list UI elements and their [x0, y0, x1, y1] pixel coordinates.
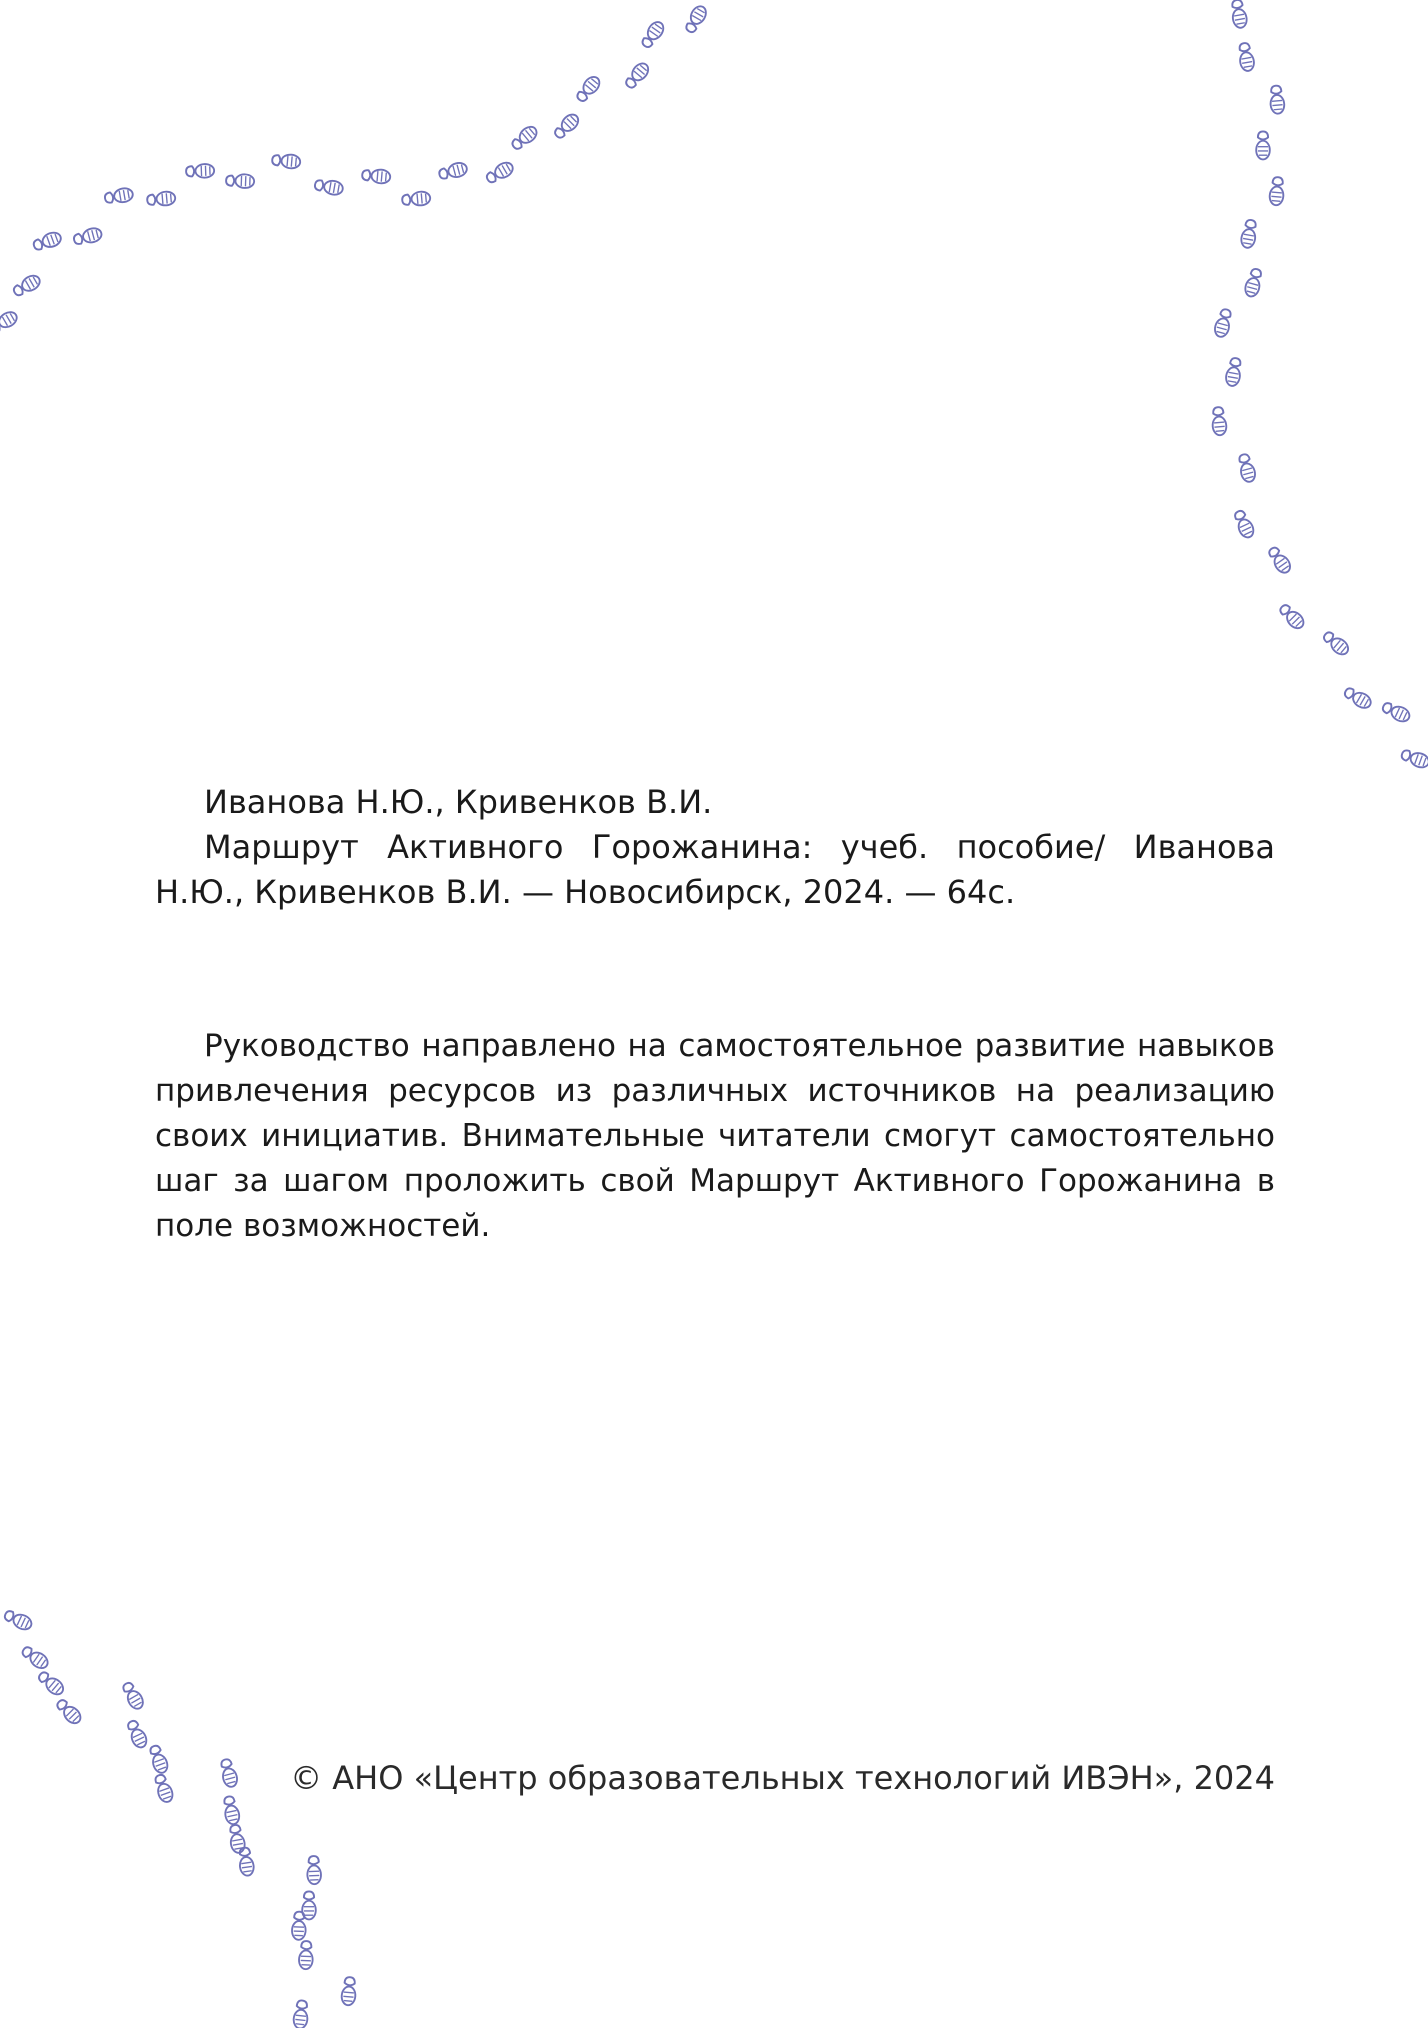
footprint-icon — [20, 1644, 51, 1671]
footprint-icon — [341, 1977, 357, 2006]
footprint-icon — [1256, 131, 1270, 159]
bibliographic-description: Маршрут Активного Горожанина: учеб. пособие/ Иванова Н.Ю., Кривенков В.И. — Новосибирск, 2024. — 64с. — [155, 828, 1275, 911]
footprint-icon — [36, 1669, 66, 1697]
footprint-icon — [293, 2000, 309, 2028]
footprints-trail-top-left — [0, 4, 709, 335]
footprint-icon — [1237, 42, 1255, 72]
footprint-icon — [623, 60, 651, 90]
footprint-icon — [153, 1773, 175, 1804]
footprint-icon — [683, 4, 709, 35]
copyright-notice: © АНО «Центр образовательных технологий ИВЭН», 2024 — [290, 1759, 1275, 1797]
footprint-icon — [54, 1697, 83, 1726]
footprint-icon — [1240, 219, 1258, 249]
footprint-icon — [1211, 407, 1227, 436]
footprint-icon — [1400, 747, 1428, 769]
footprint-icon — [1342, 685, 1373, 711]
footprint-icon — [302, 1891, 316, 1919]
footprint-icon — [438, 161, 469, 181]
footprint-icon — [314, 178, 344, 196]
footprint-icon — [3, 1608, 34, 1632]
bibliographic-record — [155, 780, 1275, 915]
footprint-icon — [1225, 357, 1243, 387]
footprint-icon — [484, 160, 515, 186]
footprint-icon — [1269, 177, 1285, 206]
footprint-icon — [219, 1758, 239, 1789]
footprint-icon — [1243, 267, 1263, 298]
footprint-icon — [0, 309, 19, 335]
footprint-icon — [1269, 85, 1285, 114]
footprint-icon — [147, 1744, 169, 1775]
footprint-icon — [509, 124, 539, 152]
footprint-icon — [362, 168, 391, 184]
footprints-trail-bottom-left — [3, 1608, 357, 2028]
footprint-icon — [1321, 629, 1351, 657]
footprint-icon — [1230, 0, 1248, 29]
footprint-icon — [1232, 509, 1256, 540]
footprint-icon — [11, 273, 42, 299]
footprint-icon — [228, 1824, 246, 1854]
footprint-icon — [1277, 602, 1306, 631]
footprint-icon — [639, 19, 666, 50]
footprint-icon — [226, 174, 255, 189]
footprint-icon — [125, 1719, 149, 1750]
footprint-icon — [1381, 700, 1412, 724]
footprint-icon — [299, 1941, 314, 1970]
abstract-paragraph: Руководство направлено на самостоятельное развитие навыков привлечения ресурсов из различных источников на реализацию своих инициатив. Внимательные читатели смогут самостоятельно шаг за шагом проложить свой Маршрут Активного Горожанина в поле возможностей. — [155, 1028, 1275, 1244]
footprint-icon — [237, 1847, 254, 1877]
footprint-icon — [147, 191, 176, 207]
footprints-trail-top-right — [1211, 0, 1428, 770]
footprint-icon — [272, 153, 301, 169]
footprint-icon — [32, 230, 63, 252]
footprint-icon — [72, 226, 103, 246]
footprint-icon — [402, 191, 431, 207]
footprint-icon — [104, 187, 134, 205]
footprint-icon — [1237, 453, 1257, 484]
authors-line: Иванова Н.Ю., Кривенков В.И. — [204, 783, 713, 821]
footprint-icon — [1213, 308, 1233, 339]
footprint-icon — [307, 1856, 322, 1885]
footprint-icon — [120, 1680, 146, 1711]
footprint-icon — [1266, 545, 1293, 576]
footprint-icon — [574, 74, 602, 104]
footprint-icon — [222, 1795, 241, 1825]
footprint-icon — [186, 164, 215, 179]
footprint-icon — [552, 111, 581, 140]
footprint-icon — [292, 1911, 307, 1940]
